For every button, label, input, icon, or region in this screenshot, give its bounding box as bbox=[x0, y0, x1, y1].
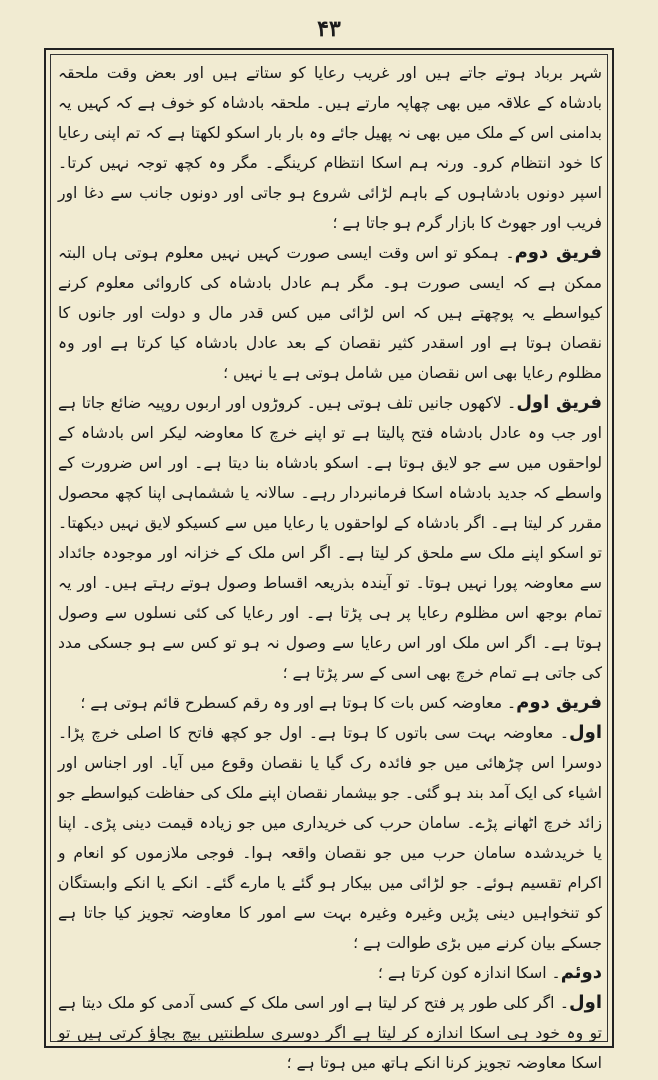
paragraph-4 bbox=[58, 688, 602, 718]
paragraph-1 bbox=[58, 58, 602, 238]
paragraph-6 bbox=[58, 958, 602, 988]
paragraph-5-text: ۔ معاوضہ بہت سی باتوں کا ہوتا ہے۔ اول جو کچھ فاتح کا اصلی خرچ پڑا۔ دوسرا اس چڑھائی میں جو فائدہ رک گیا یا نقصان وقوع میں آیا۔ اور اجناس اور اشیاء کی ایک آمد بند ہو گئی۔ جو بیشمار نقصان اپنے ملک کی حفاظت کیواسطے جو زائد خرچ اٹھانے پڑے۔ سامان حرب کی خریداری میں جو زیادہ قیمت دینی پڑی۔ اپنا یا خریدشدہ سامان حرب میں جو نقصان واقعہ ہوا۔ فوجی ملازموں کو انعام و اکرام تقسیم ہوئے۔ جو لڑائی میں بیکار ہو گئے یا مارے گئے۔ انکے یا انکے وابستگان کو تنخواہیں دینی پڑیں وغیرہ وغیرہ بہت سے امور کا معاوضہ تجویز کیا جاتا ہے جسکے بیان کرنے میں بڑی طوالت ہے ؛ bbox=[58, 724, 602, 952]
paragraph-3-heading: فریق اول bbox=[516, 392, 602, 413]
paragraph-2-text: ۔ ہمکو تو اس وقت ایسی صورت کہیں نہیں معلوم ہوتی ہاں البتہ ممکن ہے کہ ایسی صورت ہو۔ مگر ہم عادل بادشاہ کی کاروائی معلوم کرنے کیواسطے یہ پوچھتے ہیں کہ اس لڑائی میں کس قدر مال و دولت اور جانوں کا نقصان ہوتا ہے اور اسقدر کثیر نقصان کے بعد عادل بادشاہ کیا کرتا ہے اور وہ مظلوم رعایا بھی اس نقصان میں شامل ہوتی ہے یا نہیں ؛ bbox=[58, 244, 602, 382]
paragraph-5 bbox=[58, 718, 602, 958]
paragraph-2 bbox=[58, 238, 602, 388]
paragraph-7-heading: اول bbox=[569, 992, 602, 1013]
paragraph-1-text: شہر برباد ہوتے جاتے ہیں اور غریب رعایا کو ستاتے ہیں اور بعض وقت ملحقہ بادشاہ کے علاقہ میں بھی چھاپہ مارتے ہیں۔ ملحقہ بادشاہ کو خوف ہے کہ کہیں یہ بدامنی اس کے ملک میں بھی نہ پھیل جائے وہ بار بار اسکو لکھتا ہے کہ تم اپنی رعایا کا خود انتظام کرو۔ ورنہ ہم اسکا انتظام کرینگے۔ مگر وہ کچھ توجہ نہیں کرتا۔ اسپر دونوں بادشاہوں کے باہم لڑائی شروع ہو جاتی اور دونوں جانب سے دغا اور فریب اور جھوٹ کا بازار گرم ہو جاتا ہے ؛ bbox=[58, 64, 602, 232]
paragraph-6-heading: دوئم bbox=[560, 962, 602, 983]
paragraph-7 bbox=[58, 988, 602, 1078]
paragraph-4-text: ۔ معاوضہ کس بات کا ہوتا ہے اور وہ رقم کسطرح قائم ہوتی ہے ؛ bbox=[80, 694, 517, 712]
body-text bbox=[58, 58, 602, 1072]
page-number: ۴۳ bbox=[317, 16, 341, 42]
paragraph-7-text: ۔ اگر کلی طور پر فتح کر لیتا ہے اور اسی ملک کے کسی آدمی کو ملک دیتا ہے تو وہ خود ہی اسکا اندازہ کر لیتا ہے اگر دوسری سلطنتیں بیچ بچاؤ کرتی ہیں تو اسکا معاوضہ تجویز کرنا انکے ہاتھ میں ہوتا ہے ؛ bbox=[58, 994, 602, 1072]
paragraph-3-text: ۔ لاکھوں جانیں تلف ہوتی ہیں۔ کروڑوں اور اربوں روپیہ ضائع جاتا ہے اور جب وہ عادل بادشاہ فتح پالیتا ہے تو اپنے خرچ کا معاوضہ لیکر اس بادشاہ کے لواحقوں میں سے جو لایق ہوتا ہے۔ اسکو بادشاہ بنا دیتا ہے۔ اور اس ضرورت کے واسطے کہ جدید بادشاہ اسکا فرمانبردار رہے۔ سالانہ یا ششماہی اپنا کچھ محصول مقرر کر لیتا ہے۔ اگر بادشاہ کے لواحقوں یا رعایا میں سے کسیکو لایق نہیں دیکھتا۔ تو اسکو اپنے ملک سے ملحق کر لیتا ہے۔ اگر اس ملک کے خزانہ اور موجودہ جائداد سے معاوضہ پورا نہیں ہوتا۔ تو آیندہ بذریعہ اقساط وصول ہوتے رہتے ہیں۔ اور یہ تمام بوجھ اس مظلوم رعایا پر ہی پڑتا ہے۔ اور رعایا کی کئی نسلوں سے وصول ہوتا ہے۔ اگر اس ملک اور اس رعایا سے وصول نہ ہو تو کس سے ہو جسکی مدد کی جاتی ہے تمام خرچ بھی اسی کے سر پڑتا ہے ؛ bbox=[58, 394, 602, 682]
paragraph-5-heading: اول bbox=[569, 722, 602, 743]
paragraph-2-heading: فریق دوم bbox=[514, 242, 602, 263]
paragraph-6-text: ۔ اسکا اندازہ کون کرتا ہے ؛ bbox=[377, 964, 561, 982]
paragraph-3 bbox=[58, 388, 602, 688]
paragraph-4-heading: فریق دوم bbox=[516, 692, 602, 713]
